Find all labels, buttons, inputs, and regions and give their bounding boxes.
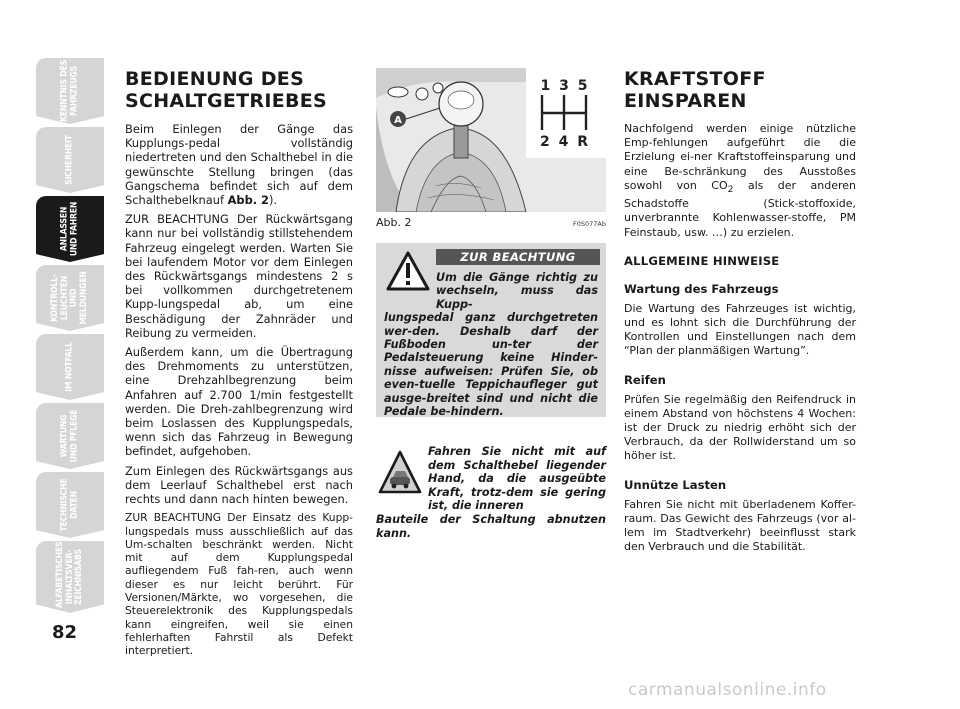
hint-box [376,445,606,540]
heading-wartung: Wartung des Fahrzeugs [624,281,779,296]
gear-pattern-bottom: 2 4 R [539,134,591,150]
gearshift-illustration [376,68,606,212]
warning-box [376,243,606,417]
column-middle [376,68,606,540]
tab-sicherheit[interactable]: SICHERHEIT [36,127,104,193]
page-number: 82 [52,622,78,643]
tab-kontrollleuchten[interactable]: KONTROLL- LEUCHTEN UND MELDUNGEN [36,265,104,331]
column-right [624,68,856,558]
section-title-schaltgetriebe: BEDIENUNG DES SCHALTGETRIEBES [125,68,328,112]
watermark: carmanualsonline.info [628,680,827,700]
paragraph-drehzahl: Außerdem kann, um die Übertragung des Drehmoments zu unterstützen, eine Drehzahlbegrenzung beim Anfahren auf 2.700 1/min festgestellt werden. Die Dreh-zahlbegrenzung wird beim Loslassen des Kupplungspedals, wenn sich das Fahrzeug in Bewegung befindet, aufgehoben. [125,345,353,459]
tab-anlassen[interactable]: ANLASSEN UND FAHREN [36,196,104,262]
section-title-kraftstoff: KRAFTSTOFF EINSPAREN [624,68,766,112]
paragraph-reifen: Prüfen Sie regelmäßig den Reifendruck in einem Abstand von höchstens 4 Wochen: ist der Druck zu niedrig erhöht sich der Verbrauch, da der Rollwiderstand um so höher ist. [624,392,856,463]
heading-lasten: Unnütze Lasten [624,477,727,492]
gearshift-figure [376,68,606,212]
paragraph-rueckwaertsgang: ZUR BEACHTUNG Der Rückwärtsgang kann nur bei vollständig stillstehendem Fahrzeug eingelegt werden. Warten Sie bei laufendem Motor vor dem Einlegen des Rückwärtsgangs mindestens 2 s bei vollkommen durchgetretenem Kupp-lungspedal ab, um eine Beschädigung der Zahnräder und Reibung zu vermeiden. [125,212,353,340]
paragraph-einlegen: Beim Einlegen der Gänge das Kupplungs-pedal vollständig niedertreten und den Schalthebel in die gewünschte Stellung bringen (das Gangschema befindet sich auf dem Schalthebelknauf Abb. 2). [125,122,353,208]
heading-reifen: Reifen [624,372,666,387]
paragraph-intro: Nachfolgend werden einige nützliche Emp-fehlungen aufgeführt die die Erzielung ei-ner Kraftstoffeinsparung und eine Be-schränkung des Ausstoßes sowohl von $CO_2$ als der anderen Schadstoffe (Stick-stoffoxide, unverbrannte Kohlenwasser-stoffe, PM Feinstaub, usw. …) zu erzielen. [624,122,856,239]
paragraph-lasten: Fahren Sie nicht mit überladenem Koffer-raum. Das Gewicht des Fahrzeugs (vor al-lem im Stadtverkehr) beeinflusst stark den Verbrauch und die Stabilität. [624,497,856,554]
paragraph-wartung: Die Wartung des Fahrzeuges ist wichtig, und es lohnt sich die Durchführung der Kontrollen und Einstellungen nach dem “Plan der planmäßigen Wartung”. [624,301,856,358]
tab-kenntnis[interactable]: KENNTNIS DES FAHRZEUGS [36,58,104,124]
warning-text: Um die Gänge richtig zu wechseln, muss das Kupp- lungspedal ganz durchgetreten wer-den. Deshalb darf der Fußboden un-ter der Pedalsteuerung keine Hinder-nisse aufweisen: Prüfen Sie, ob even-tuelle Teppichaufleger gut ausge-breitet sind und nicht die Pedale be-hindern. [384,271,598,419]
column-left [125,68,353,662]
paragraph-kupplungspedal: ZUR BEACHTUNG Der Einsatz des Kupp-lungspedals muss ausschließlich auf das Um-schalten beschränkt werden. Nicht mit auf dem Kupplungspedal aufliegendem Fuß fah-ren, auch wenn dieser es nur leicht berührt. Für Versionen/Märkte, wo vorgesehen, die Steuerelektronik des Kupplungspedals kann eingreifen, weil sie einen fehlerhaften Fahrstil als Defekt interpretiert. [125,511,353,658]
warning-title: ZUR BEACHTUNG [436,249,600,265]
tab-notfall[interactable]: IM NOTFALL [36,334,104,400]
figure-reference: Abb. 2 [227,193,269,208]
figure-code: F0S077Ab [573,220,606,228]
tab-technische-daten[interactable]: TECHNISCHE DATEN [36,472,104,538]
paragraph-leerlauf: Zum Einlegen des Rückwärtsgangs aus dem Leerlauf Schalthebel erst nach rechts und dann nach hinten bewegen. [125,463,353,507]
tab-wartung[interactable]: WARTUNG UND PFLEGE [36,403,104,469]
tab-inhaltsverzeichnis[interactable]: ALFABETISCHES INHALTSVER- ZEICHNISABS [36,541,104,613]
figure-marker-a: A [394,115,402,126]
gear-pattern-top: 1 3 5 [540,78,590,94]
heading-allgemeine-hinweise: ALLGEMEINE HINWEISE [624,253,780,268]
car-wear-icon [378,449,422,495]
hint-text: Fahren Sie nicht mit auf dem Schalthebel liegender Hand, da die ausgeübte Kraft, trotz-dem sie gering ist, die inneren Bauteile der Schaltung abnutzen kann. [376,445,606,540]
figure-caption: Abb. 2 [376,216,412,229]
